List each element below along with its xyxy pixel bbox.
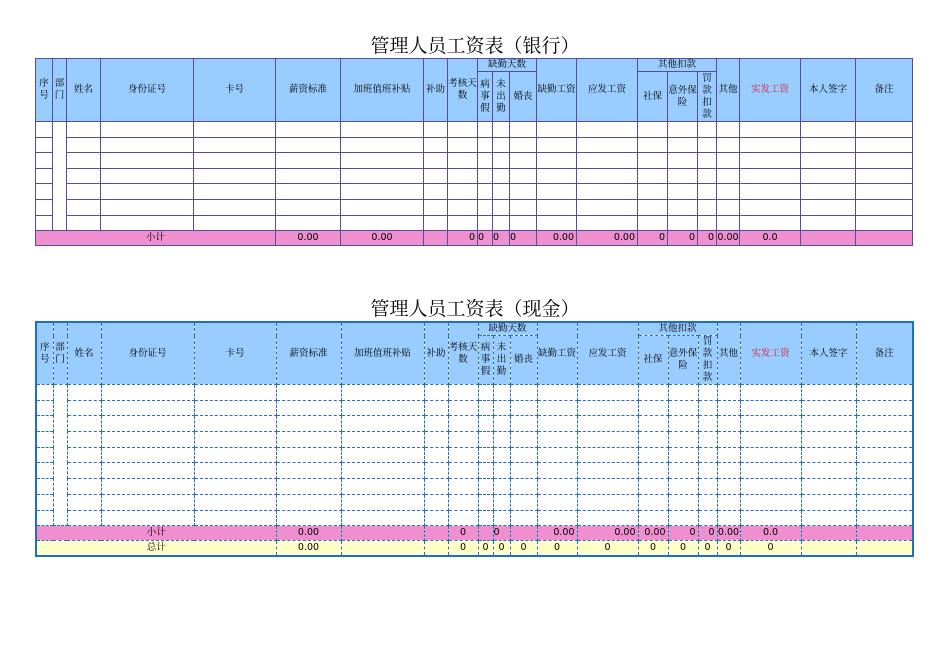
header-absent: 未出勤 xyxy=(493,336,510,385)
subtotal-other: 0.00 xyxy=(717,526,740,541)
header-remark: 备注 xyxy=(856,322,913,385)
header-id-no: 身份证号 xyxy=(101,322,194,385)
header-accident: 意外保险 xyxy=(668,336,698,385)
total-accident: 0 xyxy=(668,541,698,557)
subtotal-label: 小计 xyxy=(36,526,276,541)
subtotal-net: 0.0 xyxy=(740,526,801,541)
header-fine: 罚款扣款 xyxy=(698,336,717,385)
header-gross: 应发工资 xyxy=(577,322,638,385)
subtotal-fine: 0 xyxy=(698,231,717,246)
subtotal-salary-std: 0.00 xyxy=(276,231,341,246)
header-deduct-group: 其他扣款 xyxy=(638,59,717,72)
total-gross: 0 xyxy=(577,541,638,557)
header-absence-group: 缺勤天数 xyxy=(478,59,537,72)
total-other: 0 xyxy=(717,541,740,557)
subtotal-accident: 0 xyxy=(668,526,698,541)
total-fine: 0 xyxy=(698,541,717,557)
subtotal-salary-std: 0.00 xyxy=(276,526,341,541)
header-other: 其他 xyxy=(717,322,740,385)
header-salary-std: 薪资标准 xyxy=(276,322,341,385)
subtotal-attend-days: 0 xyxy=(448,231,478,246)
cash-salary-table xyxy=(35,321,914,557)
subtotal-absent: 0 xyxy=(493,526,510,541)
header-allowance: 补助 xyxy=(424,322,448,385)
subtotal-accident: 0 xyxy=(668,231,698,246)
subtotal-gross: 0.00 xyxy=(577,231,638,246)
subtotal-absence-pay: 0.00 xyxy=(537,231,577,246)
header-sick: 病事假 xyxy=(478,336,493,385)
subtotal-other: 0.00 xyxy=(717,231,740,246)
header-attend-days: 考核天数 xyxy=(448,59,478,122)
subtotal-fine: 0 xyxy=(698,526,717,541)
subtotal-absence-pay: 0.00 xyxy=(537,526,577,541)
header-fine: 罚款扣款 xyxy=(698,72,717,122)
total-label: 总计 xyxy=(36,541,276,557)
subtotal-absent: 0 xyxy=(493,231,510,246)
header-name: 姓名 xyxy=(67,59,101,122)
header-absence-pay: 缺勤工资 xyxy=(537,322,577,385)
bank-salary-table xyxy=(35,58,913,246)
total-social: 0 xyxy=(638,541,668,557)
header-dept: 部门 xyxy=(53,322,67,385)
header-overtime: 加班值班补贴 xyxy=(341,59,424,122)
subtotal-row xyxy=(36,526,913,541)
header-social: 社保 xyxy=(638,72,668,122)
total-sick: 0 xyxy=(478,541,493,557)
subtotal-label: 小计 xyxy=(36,231,276,246)
subtotal-marriage: 0 xyxy=(510,231,537,246)
header-absent: 未出勤 xyxy=(493,72,510,122)
header-net: 实发工资 xyxy=(740,322,801,385)
header-signature: 本人签字 xyxy=(801,59,856,122)
header-absence-group: 缺勤天数 xyxy=(478,322,537,336)
subtotal-sick: 0 xyxy=(478,231,493,246)
total-absent: 0 xyxy=(493,541,510,557)
subtotal-attend-days: 0 xyxy=(448,526,478,541)
subtotal-overtime: 0.00 xyxy=(341,231,424,246)
header-signature: 本人签字 xyxy=(801,322,856,385)
header-deduct-group: 其他扣款 xyxy=(638,322,717,336)
header-absence-pay: 缺勤工资 xyxy=(537,59,577,122)
header-accident: 意外保险 xyxy=(668,72,698,122)
header-name: 姓名 xyxy=(67,322,101,385)
header-allowance: 补助 xyxy=(424,59,448,122)
header-marriage: 婚丧 xyxy=(510,72,537,122)
header-card-no: 卡号 xyxy=(194,59,276,122)
header-id-no: 身份证号 xyxy=(101,59,194,122)
header-social: 社保 xyxy=(638,336,668,385)
header-overtime: 加班值班补贴 xyxy=(341,322,424,385)
header-card-no: 卡号 xyxy=(194,322,276,385)
total-salary-std: 0.00 xyxy=(276,541,341,557)
subtotal-row xyxy=(36,231,913,246)
subtotal-social: 0 xyxy=(638,231,668,246)
header-marriage: 婚丧 xyxy=(510,336,537,385)
cash-table-title: 管理人员工资表（现金） xyxy=(370,298,580,320)
subtotal-social: 0.00 xyxy=(638,526,668,541)
bank-table-title: 管理人员工资表（银行） xyxy=(370,35,580,57)
header-sick: 病事假 xyxy=(478,72,493,122)
subtotal-net: 0.0 xyxy=(740,231,801,246)
header-dept: 部门 xyxy=(53,59,67,122)
header-gross: 应发工资 xyxy=(577,59,638,122)
total-net: 0 xyxy=(740,541,801,557)
total-absence-pay: 0 xyxy=(537,541,577,557)
header-seq: 序号 xyxy=(36,59,53,122)
header-salary-std: 薪资标准 xyxy=(276,59,341,122)
header-seq: 序号 xyxy=(36,322,53,385)
total-attend-days: 0 xyxy=(448,541,478,557)
header-net: 实发工资 xyxy=(740,59,801,122)
header-remark: 备注 xyxy=(856,59,913,122)
header-attend-days: 考核天数 xyxy=(448,322,478,385)
total-row xyxy=(36,541,913,557)
total-marriage: 0 xyxy=(510,541,537,557)
header-other: 其他 xyxy=(717,59,740,122)
subtotal-gross: 0.00 xyxy=(577,526,638,541)
